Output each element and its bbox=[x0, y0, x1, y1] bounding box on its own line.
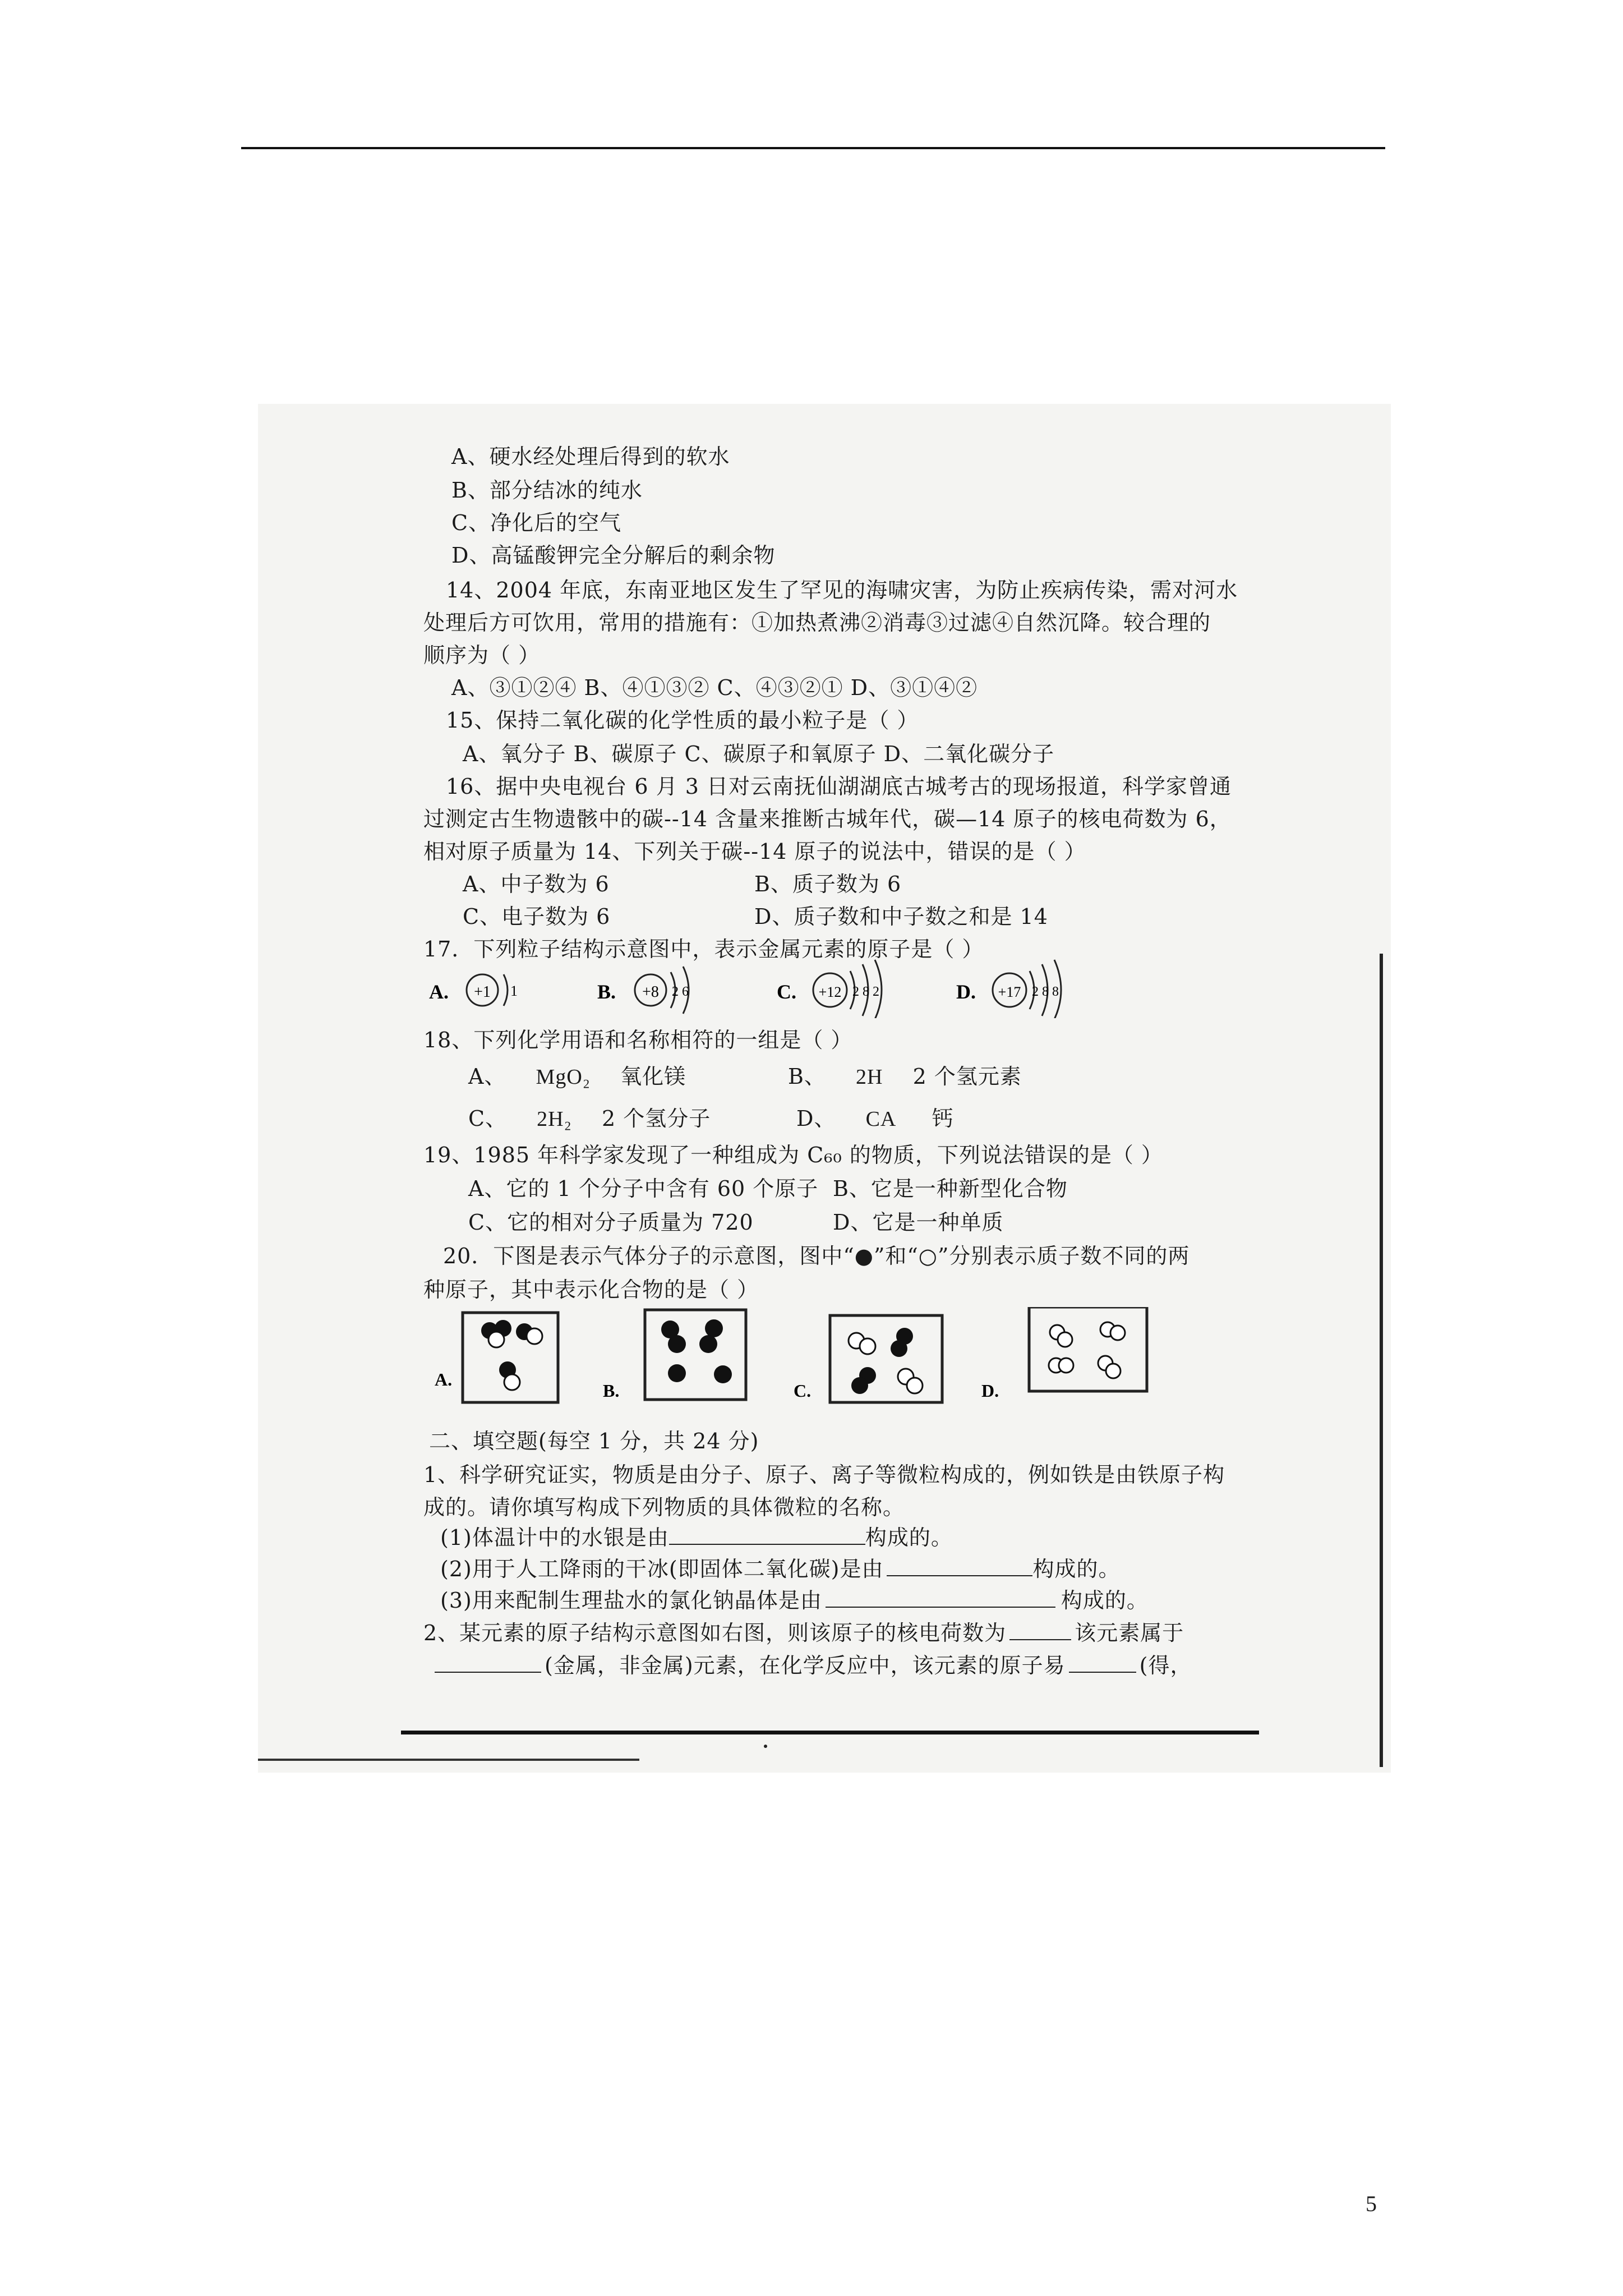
q19-option-d: D、它是一种单质 bbox=[833, 1210, 1004, 1235]
q15-stem: 15、保持二氧化碳的化学性质的最小粒子是（ ） bbox=[446, 708, 919, 733]
answer-blank-2[interactable] bbox=[887, 1557, 1032, 1576]
answer-blank-6[interactable] bbox=[1069, 1654, 1136, 1673]
answer-blank-3[interactable] bbox=[826, 1589, 1055, 1608]
q18-c-label: C、 bbox=[468, 1106, 508, 1131]
scan-bottom-rule bbox=[401, 1731, 1259, 1734]
svg-text:2 6: 2 6 bbox=[672, 984, 689, 999]
molecule-box-d bbox=[981, 1307, 1147, 1401]
q17-stem: 17．下列粒子结构示意图中，表示金属元素的原子是（ ） bbox=[423, 937, 984, 961]
svg-text:+17: +17 bbox=[998, 984, 1021, 1000]
atom-diagram-a bbox=[429, 974, 518, 1006]
svg-text:2 8 8: 2 8 8 bbox=[1032, 984, 1059, 999]
molecule-box-b bbox=[603, 1310, 746, 1401]
q14-stem-2: 处理后方可饮用，常用的措施有：①加热煮沸②消毒③过滤④自然沉降。较合理的 bbox=[423, 610, 1211, 635]
q13-option-c: C、净化后的空气 bbox=[451, 510, 622, 535]
q19-option-a: A、它的 1 个分子中含有 60 个原子 bbox=[468, 1176, 819, 1201]
q18-c-name: 2 个氢分子 bbox=[601, 1106, 711, 1131]
s2-q1-item-3-post: 构成的。 bbox=[1061, 1588, 1149, 1613]
s2-q1-item-2 bbox=[440, 1556, 1121, 1582]
header-rule bbox=[241, 147, 1385, 149]
svg-text:C.: C. bbox=[794, 1381, 811, 1401]
svg-text:+1: +1 bbox=[474, 983, 491, 1001]
svg-text:+12: +12 bbox=[818, 984, 842, 1000]
atom-diagram-d bbox=[956, 960, 1061, 1018]
s2-q1-item-3 bbox=[440, 1587, 1149, 1614]
answer-blank-4[interactable] bbox=[1009, 1621, 1071, 1640]
scan-speck bbox=[764, 1745, 767, 1748]
s2-q2-stem-1 bbox=[423, 1619, 1184, 1646]
q18-option-c bbox=[468, 1105, 711, 1133]
q16-option-c: C、电子数为 6 bbox=[463, 904, 611, 929]
scan-edge bbox=[1380, 954, 1383, 1767]
s2-q1-item-1-pre: (1)体温计中的水银是由 bbox=[440, 1525, 669, 1550]
s2-q2-stem-2-post: (得， bbox=[1139, 1653, 1192, 1678]
s2-q1-item-3-pre: (3)用来配制生理盐水的氯化钠晶体是由 bbox=[440, 1588, 822, 1613]
s2-q2-stem-1-pre: 2、某元素的原子结构示意图如右图，则该原子的核电荷数为 bbox=[423, 1621, 1007, 1645]
answer-blank-5[interactable] bbox=[435, 1654, 541, 1673]
q18-d-name: 钙 bbox=[932, 1106, 954, 1131]
q18-b-formula: 2H bbox=[856, 1065, 883, 1089]
answer-blank-1[interactable] bbox=[669, 1526, 865, 1545]
s2-q1-item-2-post: 构成的。 bbox=[1032, 1557, 1121, 1581]
s2-q1-stem-1: 1、科学研究证实，物质是由分子、原子、离子等微粒构成的，例如铁是由铁原子构 bbox=[423, 1462, 1225, 1487]
s2-q2-stem-2-mid: (金属，非金属)元素，在化学反应中，该元素的原子易 bbox=[545, 1653, 1066, 1678]
q14-stem-1: 14、2004 年底，东南亚地区发生了罕见的海啸灾害，为防止疾病传染，需对河水 bbox=[446, 578, 1238, 602]
svg-text:A.: A. bbox=[435, 1369, 453, 1389]
s2-q1-item-1-post: 构成的。 bbox=[865, 1525, 953, 1550]
svg-text:D.: D. bbox=[981, 1381, 999, 1401]
q18-a-label: A、 bbox=[468, 1064, 506, 1089]
svg-text:A.: A. bbox=[429, 981, 449, 1003]
q19-stem: 19、1985 年科学家发现了一种组成为 C₆₀ 的物质，下列说法错误的是（ ） bbox=[423, 1143, 1163, 1167]
q18-b-label: B、 bbox=[788, 1064, 826, 1089]
q13-option-a: A、硬水经处理后得到的软水 bbox=[451, 444, 730, 469]
q19-option-c: C、它的相对分子质量为 720 bbox=[468, 1210, 754, 1235]
q16-option-a: A、中子数为 6 bbox=[463, 872, 610, 896]
q19-option-b: B、它是一种新型化合物 bbox=[833, 1176, 1068, 1201]
q16-stem-3: 相对原子质量为 14、下列关于碳--14 原子的说法中，错误的是（ ） bbox=[423, 839, 1086, 864]
q18-d-label: D、 bbox=[796, 1106, 836, 1131]
q18-option-a bbox=[468, 1063, 686, 1091]
q18-stem: 18、下列化学用语和名称相符的一组是（ ） bbox=[423, 1028, 853, 1052]
page-number: 5 bbox=[1366, 2191, 1377, 2216]
q13-option-d: D、高锰酸钾完全分解后的剩余物 bbox=[451, 543, 776, 568]
svg-text:2 8 2: 2 8 2 bbox=[852, 984, 879, 999]
q20-molecule-diagrams bbox=[435, 1307, 1158, 1414]
atom-diagram-c bbox=[777, 960, 882, 1018]
svg-text:C.: C. bbox=[777, 981, 796, 1003]
scan-bottom-rule-2 bbox=[258, 1759, 639, 1761]
q13-option-b: B、部分结冰的纯水 bbox=[451, 478, 643, 503]
atom-diagram-b bbox=[597, 967, 689, 1014]
q18-d-formula: CA bbox=[865, 1107, 897, 1131]
molecule-box-c bbox=[794, 1315, 942, 1402]
q18-a-formula: MgO₂ bbox=[536, 1065, 591, 1089]
q18-a-name: 氧化镁 bbox=[620, 1064, 686, 1089]
q20-stem-1: 20．下图是表示气体分子的示意图，图中“●”和“○”分别表示质子数不同的两 bbox=[443, 1244, 1190, 1268]
section2-heading: 二、填空题(每空 1 分，共 24 分) bbox=[429, 1429, 759, 1453]
q14-options: A、③①②④ B、④①③② C、④③②① D、③①④② bbox=[451, 675, 978, 700]
svg-text:+8: +8 bbox=[642, 983, 659, 1001]
s2-q1-stem-2: 成的。请你填写构成下列物质的具体微粒的名称。 bbox=[423, 1495, 905, 1520]
q16-option-d: D、质子数和中子数之和是 14 bbox=[754, 904, 1048, 929]
s2-q2-stem-1-post: 该元素属于 bbox=[1075, 1621, 1184, 1645]
s2-q2-stem-2 bbox=[435, 1652, 1192, 1679]
q18-c-formula: 2H₂ bbox=[537, 1107, 572, 1131]
q15-options: A、氧分子 B、碳原子 C、碳原子和氧原子 D、二氧化碳分子 bbox=[463, 742, 1055, 766]
s2-q1-item-1 bbox=[440, 1524, 953, 1551]
q17-atom-diagrams bbox=[426, 956, 1099, 1018]
q18-option-d bbox=[796, 1105, 953, 1133]
q16-stem-1: 16、据中央电视台 6 月 3 日对云南抚仙湖湖底古城考古的现场报道，科学家曾通 bbox=[446, 774, 1232, 799]
molecule-box-a bbox=[435, 1313, 558, 1402]
s2-q1-item-2-pre: (2)用于人工降雨的干冰(即固体二氧化碳)是由 bbox=[440, 1557, 884, 1581]
svg-text:1: 1 bbox=[510, 983, 518, 999]
q14-stem-3: 顺序为（ ） bbox=[423, 643, 541, 668]
q16-option-b: B、质子数为 6 bbox=[754, 872, 902, 896]
q18-b-name: 2 个氢元素 bbox=[912, 1064, 1022, 1089]
q18-option-b bbox=[788, 1063, 1022, 1091]
q20-stem-2: 种原子，其中表示化合物的是（ ） bbox=[423, 1277, 759, 1302]
svg-text:D.: D. bbox=[956, 981, 976, 1003]
q16-stem-2: 过测定古生物遗骸中的碳--14 含量来推断古城年代，碳—14 原子的核电荷数为 6， bbox=[423, 807, 1232, 831]
svg-text:B.: B. bbox=[603, 1381, 620, 1401]
svg-text:B.: B. bbox=[597, 981, 616, 1003]
